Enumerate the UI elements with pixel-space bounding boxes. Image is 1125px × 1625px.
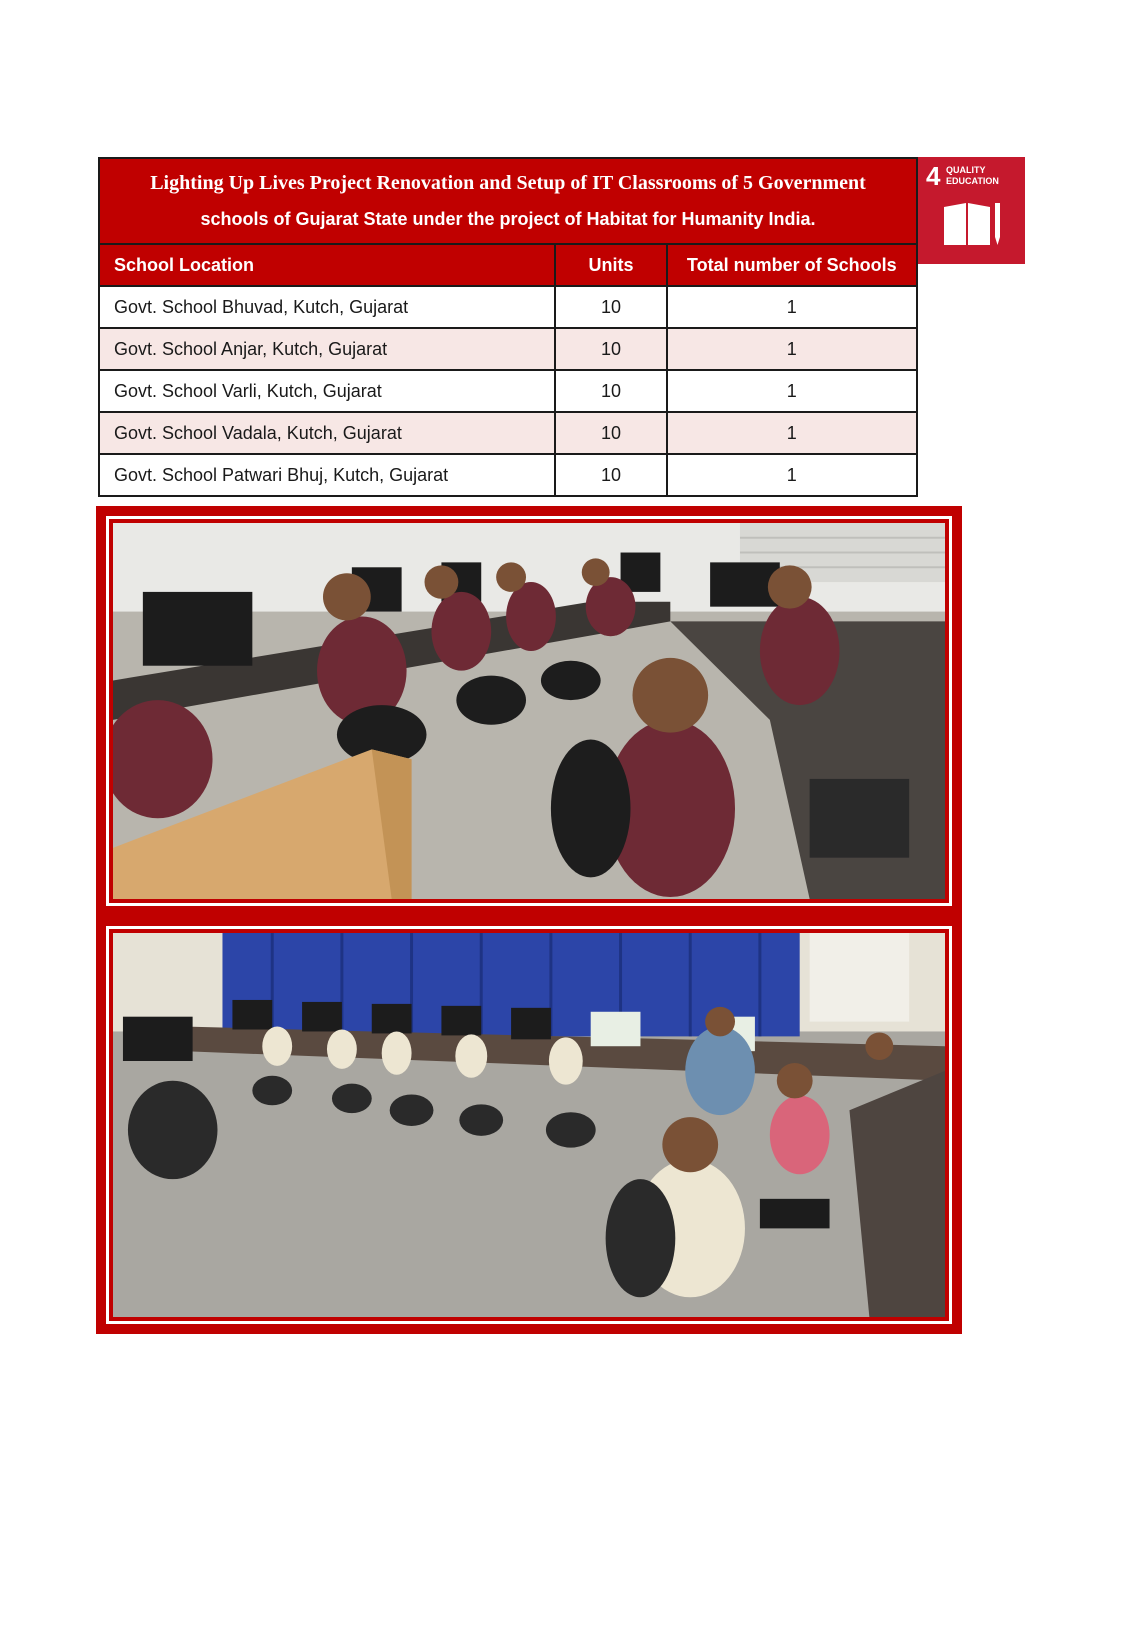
cell-units: 10 — [555, 328, 666, 370]
table-row — [99, 328, 917, 370]
table-title — [99, 158, 917, 244]
photo-frame-2 — [96, 916, 962, 1334]
sdg-label-line2: EDUCATION — [946, 176, 999, 186]
table-row — [99, 412, 917, 454]
book-pencil-icon — [940, 199, 1004, 249]
sdg-number: 4 — [926, 161, 941, 191]
table-header-row — [99, 244, 917, 286]
cell-location: Govt. School Varli, Kutch, Gujarat — [99, 370, 555, 412]
table-row — [99, 286, 917, 328]
sdg-label — [946, 165, 999, 187]
computer-lab-photo-1 — [113, 523, 945, 899]
header-units: Units — [555, 244, 666, 286]
cell-location: Govt. School Vadala, Kutch, Gujarat — [99, 412, 555, 454]
cell-units: 10 — [555, 412, 666, 454]
cell-units: 10 — [555, 286, 666, 328]
cell-location: Govt. School Bhuvad, Kutch, Gujarat — [99, 286, 555, 328]
cell-total: 1 — [667, 328, 917, 370]
cell-total: 1 — [667, 454, 917, 496]
table-row — [99, 454, 917, 496]
photo-frame-1 — [96, 506, 962, 916]
cell-total: 1 — [667, 412, 917, 454]
cell-total: 1 — [667, 286, 917, 328]
cell-units: 10 — [555, 454, 666, 496]
cell-units: 10 — [555, 370, 666, 412]
sdg-label-line1: QUALITY — [946, 165, 986, 175]
header-school-location: School Location — [99, 244, 555, 286]
sdg-4-badge — [918, 157, 1025, 264]
table-title-line2: schools of Gujarat State under the project of Habitat for Humanity India. — [200, 209, 816, 229]
cell-total: 1 — [667, 370, 917, 412]
cell-location: Govt. School Patwari Bhuj, Kutch, Gujarat — [99, 454, 555, 496]
header-total-schools: Total number of Schools — [667, 244, 917, 286]
cell-location: Govt. School Anjar, Kutch, Gujarat — [99, 328, 555, 370]
table-row — [99, 370, 917, 412]
table-title-line1: Lighting Up Lives Project Renovation and Setup of IT Classrooms of 5 Government — [150, 172, 866, 194]
computer-lab-photo-2 — [113, 933, 945, 1317]
schools-table — [98, 157, 918, 497]
